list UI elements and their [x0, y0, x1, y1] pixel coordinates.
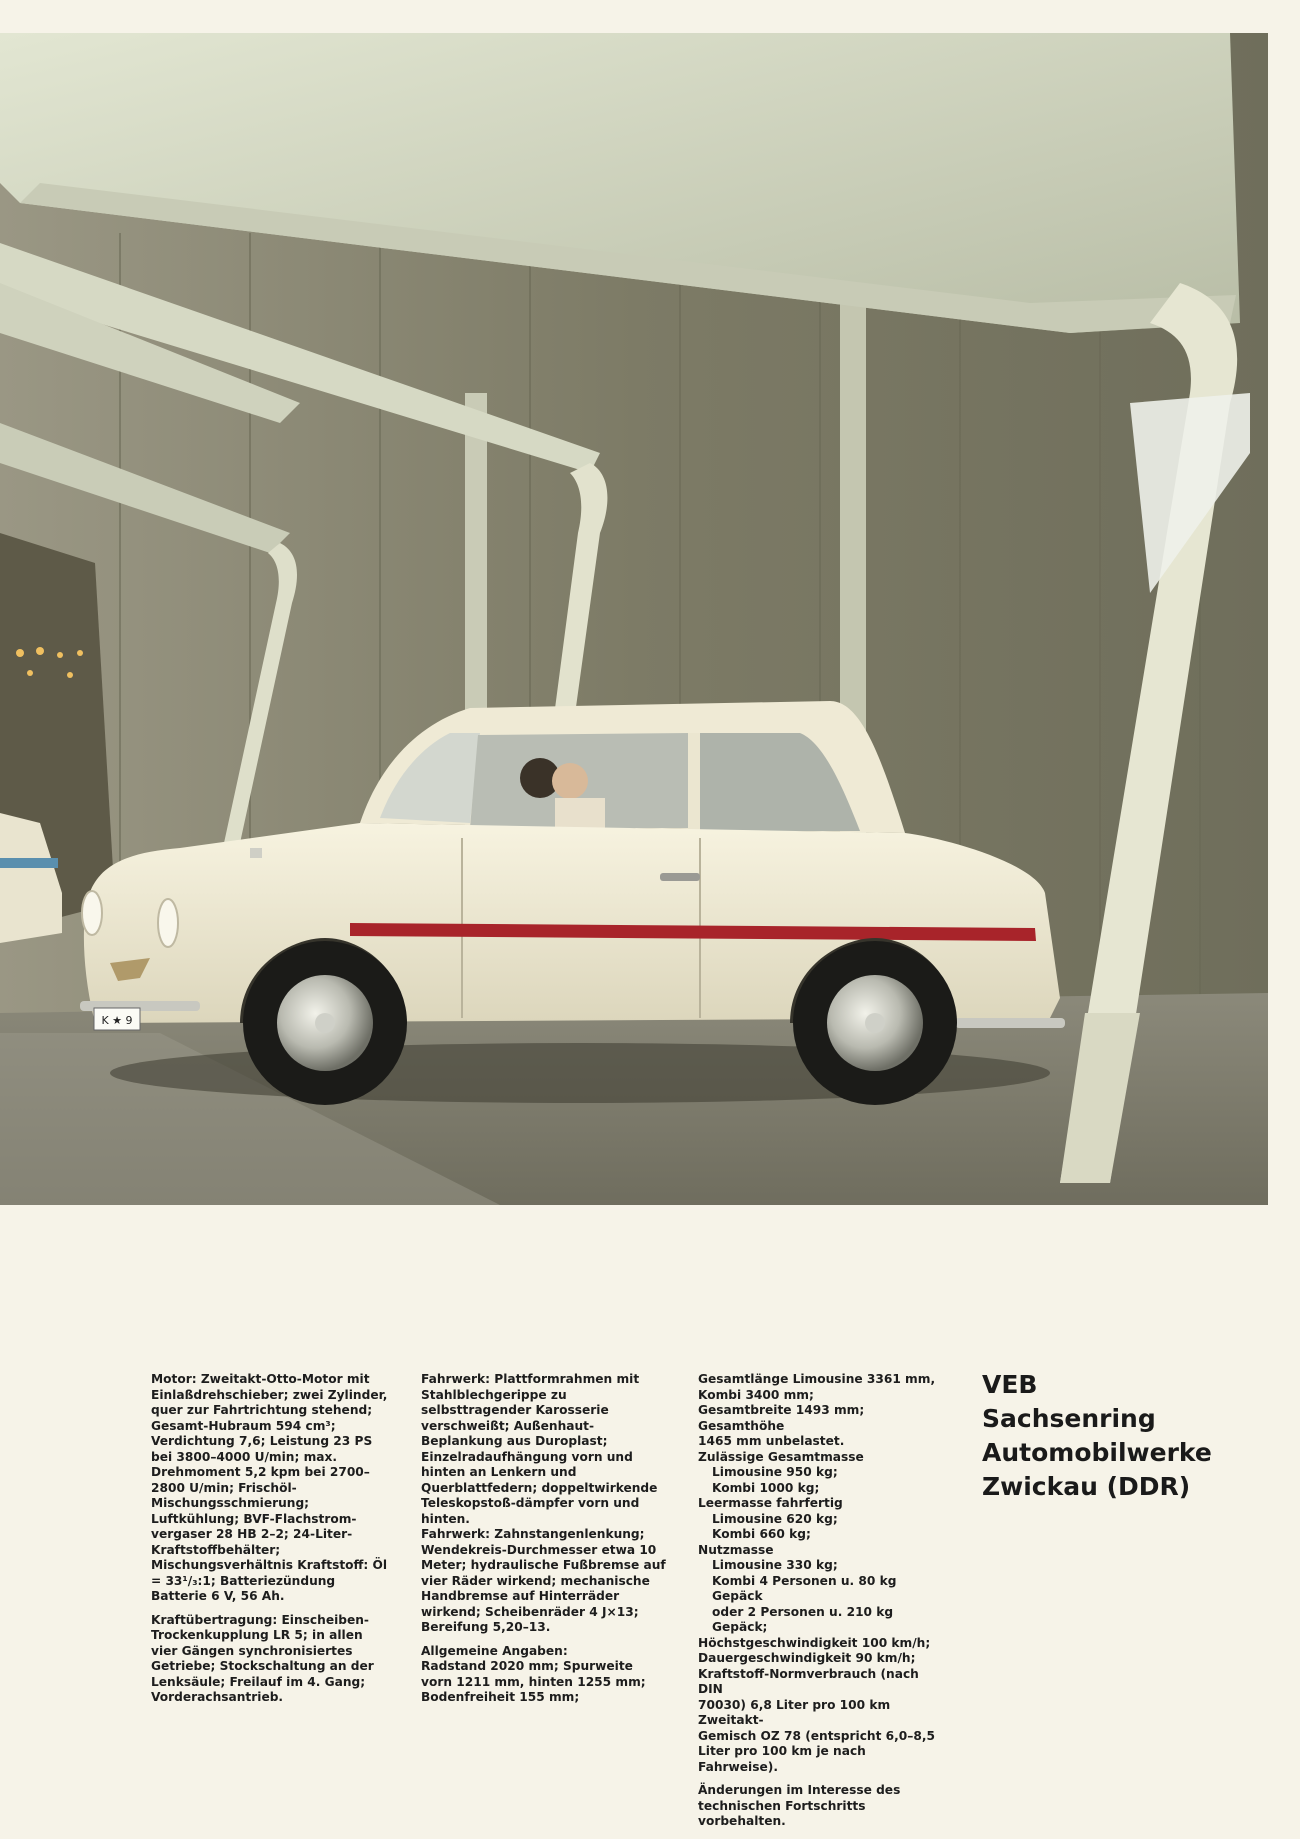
dimension-line: Kombi 1000 kg;	[712, 1480, 820, 1495]
allgemeine-angaben-label: Allgemeine Angaben:	[421, 1643, 568, 1658]
fahrwerk-lenkung-label: Fahrwerk:	[421, 1527, 491, 1541]
specs-column-1	[151, 1372, 391, 1706]
fahrwerk-label: Fahrwerk:	[421, 1372, 491, 1386]
dimension-line: Liter pro 100 km je nach Fahrweise).	[698, 1744, 866, 1774]
dimension-line: Kombi 4 Personen u. 80 kg Gepäck	[712, 1573, 897, 1603]
dimension-line: Limousine 620 kg;	[712, 1511, 838, 1526]
company-line-3: Automobilwerke	[982, 1438, 1212, 1467]
kraftuebertragung-label: Kraftübertragung:	[151, 1612, 278, 1627]
dimension-line: Höchstgeschwindigkeit 100 km/h;	[698, 1635, 931, 1650]
dimension-line: Limousine 950 kg;	[712, 1465, 838, 1479]
allgemeine-angaben-paragraph	[421, 1644, 667, 1706]
dimension-line: oder 2 Personen u. 210 kg Gepäck;	[712, 1604, 894, 1634]
dimensions-list	[698, 1372, 944, 1775]
company-name	[982, 1368, 1212, 1504]
motor-label: Motor:	[151, 1372, 197, 1386]
dimension-line: Dauergeschwindigkeit 90 km/h;	[698, 1651, 916, 1665]
kraftuebertragung-text: Einscheiben-Trockenkupplung LR 5; in allen vier Gängen synchronisiertes Getriebe; Stockschaltung an der Lenksäule; Freilauf im 4. Gang; Vorderachsantrieb.	[151, 1612, 374, 1704]
dimension-line: Gesamtlänge Limousine 3361 mm,	[698, 1372, 936, 1386]
dimension-line: Gemisch OZ 78 (entspricht 6,0–8,5	[698, 1728, 935, 1743]
changes-note: Änderungen im Interesse des technischen Fortschritts vorbehalten.	[698, 1783, 901, 1828]
dimension-line: 1465 mm unbelastet.	[698, 1434, 845, 1448]
dimension-line: Zulässige Gesamtmasse	[698, 1449, 864, 1464]
company-line-4: Zwickau (DDR)	[982, 1472, 1191, 1501]
specs-column-3	[698, 1372, 944, 1830]
license-plate: K ★ 9	[101, 1014, 133, 1027]
company-line-1: VEB	[982, 1370, 1038, 1399]
fahrwerk-lenkung-paragraph	[421, 1527, 667, 1636]
allgemeine-angaben-text: Radstand 2020 mm; Spurweite vorn 1211 mm, hinten 1255 mm; Bodenfreiheit 155 mm;	[421, 1659, 646, 1704]
fahrwerk-paragraph	[421, 1372, 667, 1527]
dimension-line: Nutzmasse	[698, 1542, 774, 1557]
specs-column-2	[421, 1372, 667, 1706]
dimension-line: Kraftstoff-Normverbrauch (nach DIN	[698, 1666, 919, 1696]
fahrwerk-lenkung-text: Zahnstangenlenkung; Wendekreis-Durchmesser etwa 10 Meter; hydraulische Fußbremse auf vier Räder wirkend; mechanische Handbremse auf Hinterräder wirkend; Scheibenräder 4 J×13; Bereifung 5,20–13.	[421, 1527, 666, 1634]
dimension-line: Limousine 330 kg;	[712, 1558, 838, 1572]
dimension-line: Kombi 660 kg;	[712, 1527, 811, 1541]
dimension-line: Gesamtbreite 1493 mm; Gesamthöhe	[698, 1403, 865, 1433]
motor-text: Zweitakt-Otto-Motor mit Einlaßdrehschieber; zwei Zylinder, quer zur Fahrtrichtung stehend; Gesamt-Hubraum 594 cm³; Verdichtung 7,6; Leistung 23 PS bei 3800–4000 U/min; max. Drehmoment 5,2 kpm bei 2700–2800 U/min; Frischöl-Mischungsschmierung; Luftkühlung; BVF-Flachstrom-vergaser 28 HB 2–2; 24-Liter-Kraftstoffbehälter; Mischungsverhältnis Kraftstoff: Öl = 33¹/₃:1; Batteriezündung Batterie 6 V, 56 Ah.	[151, 1372, 388, 1603]
dimension-line: 70030) 6,8 Liter pro 100 km Zweitakt-	[698, 1697, 891, 1727]
motor-paragraph	[151, 1372, 391, 1605]
car-photo	[0, 33, 1268, 1205]
dimension-line: Kombi 3400 mm;	[698, 1387, 814, 1402]
company-line-2: Sachsenring	[982, 1404, 1156, 1433]
fahrwerk-text: Plattformrahmen mit Stahlblechgerippe zu selbsttragender Karosserie verschweißt; Außenhaut-Beplankung aus Duroplast; Einzelradaufhängung vorn und hinten an Lenkern und Querblattfedern; doppeltwirkende Teleskopstoß-dämpfer vorn und hinten.	[421, 1372, 658, 1526]
dimension-line: Leermasse fahrfertig	[698, 1496, 843, 1510]
kraftuebertragung-paragraph	[151, 1613, 391, 1706]
